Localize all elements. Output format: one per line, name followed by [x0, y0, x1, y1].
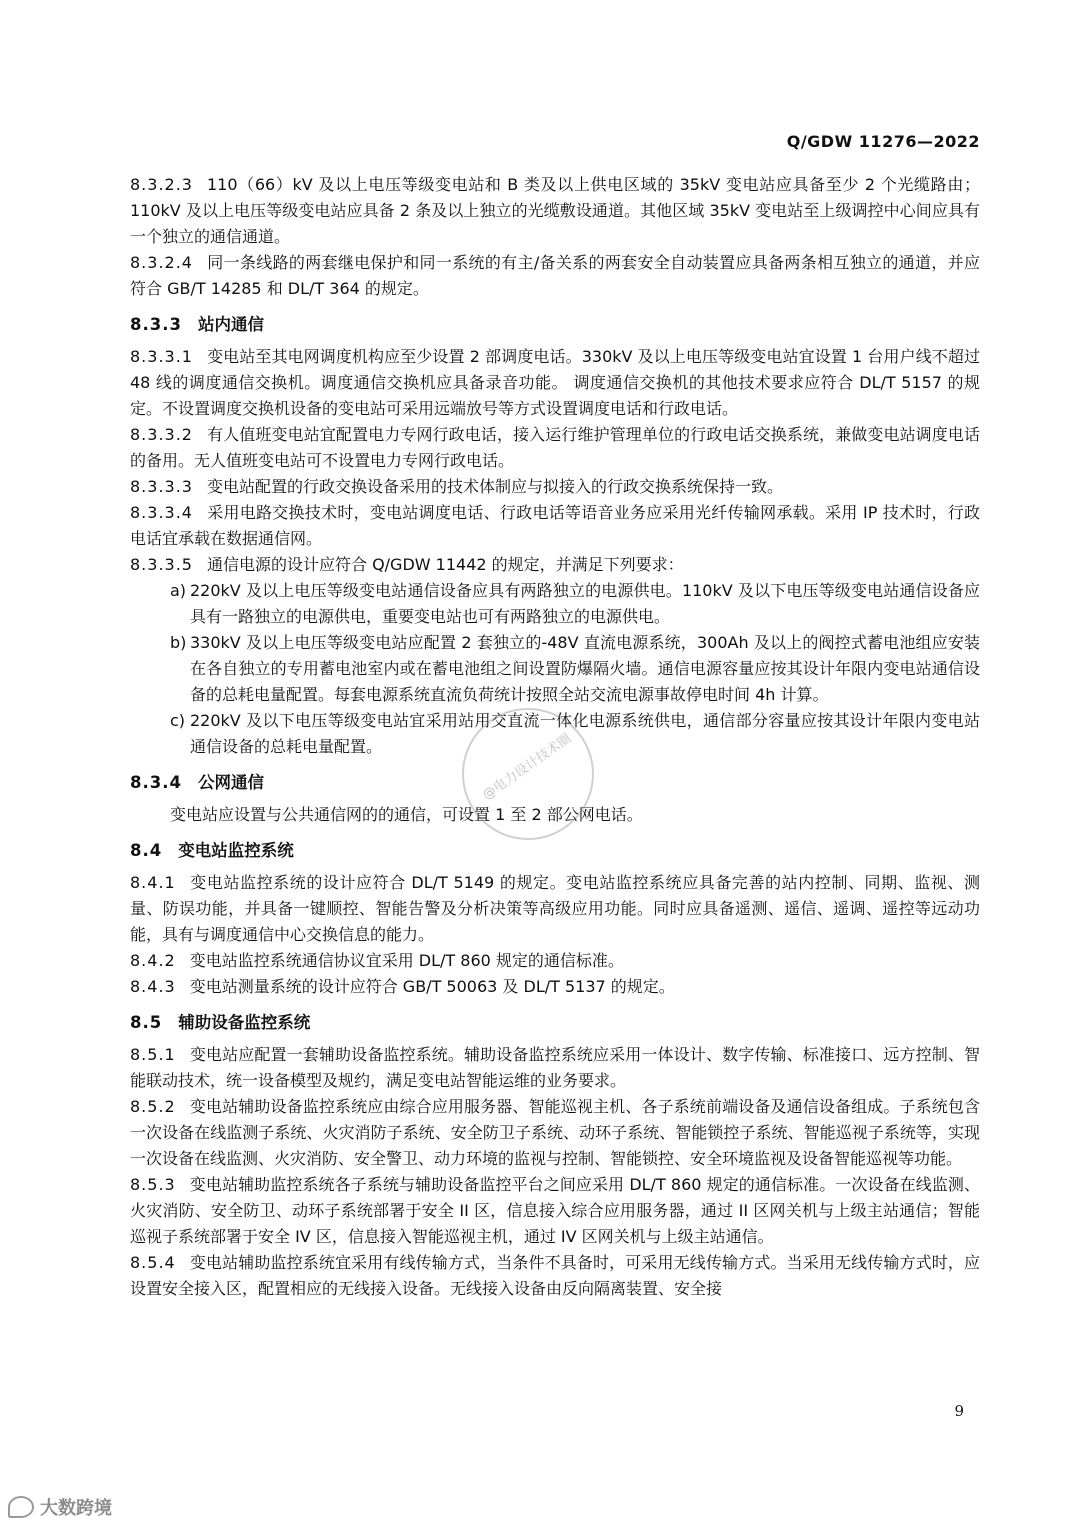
clause-8-5-3: 8.5.3 变电站辅助监控系统各子系统与辅助设备监控平台之间应采用 DL/T 860 规定的通信标准。一次设备在线监测、火灾消防、安全防卫、动环子系统部署于安全 II 区，信息接入综合应用服务器，通过 II 区网关机与上级主站通信；智能巡视子系统部署于安全 IV 区，信息接入智能巡视主机，通过 IV 区网关机与上级主站通信。 [130, 1175, 980, 1246]
clause-8-3-3-4: 8.3.3.4 采用电路交换技术时，变电站调度电话、行政电话等语音业务应采用光纤传输网承载。采用 IP 技术时，行政电话宜承载在数据通信网。 [130, 503, 980, 548]
list-item-c: c) 220kV 及以下电压等级变电站宜采用站用交直流一体化电源系统供电，通信部分容量应按其设计年限内变电站通信设备的总耗电量配置。 [170, 711, 980, 756]
section-heading-8-4: 8.4 变电站监控系统 [130, 841, 294, 860]
clause-8-3-2-3: 8.3.2.3 110（66）kV 及以上电压等级变电站和 B 类及以上供电区域的 35kV 变电站应具备至少 2 个光缆路由；110kV 及以上电压等级变电站应具备 2 条及以上独立的光缆敷设通道。其他区域 35kV 变电站至上级调控中心间应具有一个独立的通信通道。 [130, 175, 980, 246]
list-item-b: b) 330kV 及以上电压等级变电站应配置 2 套独立的-48V 直流电源系统，300Ah 及以上的阀控式蓄电池组应安装在各自独立的专用蓄电池室内或在蓄电池组之间设置防爆隔火墙。通信电源容量应按其设计年限内变电站通信设备的总耗电量配置。每套电源系统直流负荷统计按照全站交流电源事故停电时间 4h 计算。 [170, 633, 980, 704]
footer-brand [8, 1494, 112, 1520]
standard-code: Q/GDW 11276—2022 [786, 132, 980, 151]
clause-8-4-3: 8.4.3 变电站测量系统的设计应符合 GB/T 50063 及 DL/T 5137 的规定。 [130, 977, 675, 996]
section-heading-8-3-4: 8.3.4 公网通信 [130, 773, 264, 792]
page-number: 9 [954, 1402, 964, 1420]
clause-8-3-3-1: 8.3.3.1 变电站至其电网调度机构应至少设置 2 部调度电话。330kV 及以上电压等级变电站宜设置 1 台用户线不超过 48 线的调度通信交换机。调度通信交换机应具备录音功能。 调度通信交换机的其他技术要求应符合 DL/T 5157 的规定。不设置调度交换机设备的变电站可采用远端放号等方式设置调度电话和行政电话。 [130, 347, 980, 418]
clause-8-4-1: 8.4.1 变电站监控系统的设计应符合 DL/T 5149 的规定。变电站监控系统应具备完善的站内控制、同期、监视、测量、防误功能，并具备一键顺控、智能告警及分析决策等高级应用功能。同时应具备遥测、遥信、遥调、遥控等远动功能，具有与调度通信中心交换信息的能力。 [130, 873, 980, 944]
clause-8-3-2-4: 8.3.2.4 同一条线路的两套继电保护和同一系统的有主/备关系的两套安全自动装置应具备两条相互独立的通道，并应符合 GB/T 14285 和 DL/T 364 的规定。 [130, 253, 980, 298]
weibo-icon [8, 1496, 34, 1518]
watermark-text: @电力设计技术圈 [480, 731, 575, 804]
clause-8-3-3-2: 8.3.3.2 有人值班变电站宜配置电力专网行政电话，接入运行维护管理单位的行政电话交换系统，兼做变电站调度电话的备用。无人值班变电站可不设置电力专网行政电话。 [130, 425, 980, 470]
section-heading-8-5: 8.5 辅助设备监控系统 [130, 1013, 311, 1032]
clause-8-3-3-3: 8.3.3.3 变电站配置的行政交换设备采用的技术体制应与拟接入的行政交换系统保持一致。 [130, 477, 783, 496]
clause-8-5-4: 8.5.4 变电站辅助监控系统宜采用有线传输方式，当条件不具备时，可采用无线传输方式。当采用无线传输方式时，应设置安全接入区，配置相应的无线接入设备。无线接入设备由反向隔离装置、安全接 [130, 1253, 980, 1298]
section-heading-8-3-3: 8.3.3 站内通信 [130, 315, 264, 334]
public-network-paragraph: 变电站应设置与公共通信网的的通信，可设置 1 至 2 部公网电话。 [170, 805, 643, 824]
list-item-a: a) 220kV 及以上电压等级变电站通信设备应具有两路独立的电源供电。110kV 及以下电压等级变电站通信设备应具有一路独立的电源供电，重要变电站也可有两路独立的电源供电。 [170, 581, 980, 626]
footer-brand-text: 大数跨境 [40, 1498, 112, 1519]
clause-8-5-1: 8.5.1 变电站应配置一套辅助设备监控系统。辅助设备监控系统应采用一体设计、数字传输、标准接口、远方控制、智能联动技术，统一设备模型及规约，满足变电站智能运维的业务要求。 [130, 1045, 980, 1090]
clause-8-3-3-5: 8.3.3.5 通信电源的设计应符合 Q/GDW 11442 的规定，并满足下列要求： [130, 555, 684, 574]
clause-8-5-2: 8.5.2 变电站辅助设备监控系统应由综合应用服务器、智能巡视主机、各子系统前端设备及通信设备组成。子系统包含一次设备在线监测子系统、火灾消防子系统、安全防卫子系统、动环子系统、智能锁控子系统、智能巡视子系统等，实现一次设备在线监测、火灾消防、安全警卫、动力环境的监视与控制、智能锁控、安全环境监视及设备智能巡视等功能。 [130, 1097, 980, 1168]
clause-8-4-2: 8.4.2 变电站监控系统通信协议宜采用 DL/T 860 规定的通信标准。 [130, 951, 624, 970]
